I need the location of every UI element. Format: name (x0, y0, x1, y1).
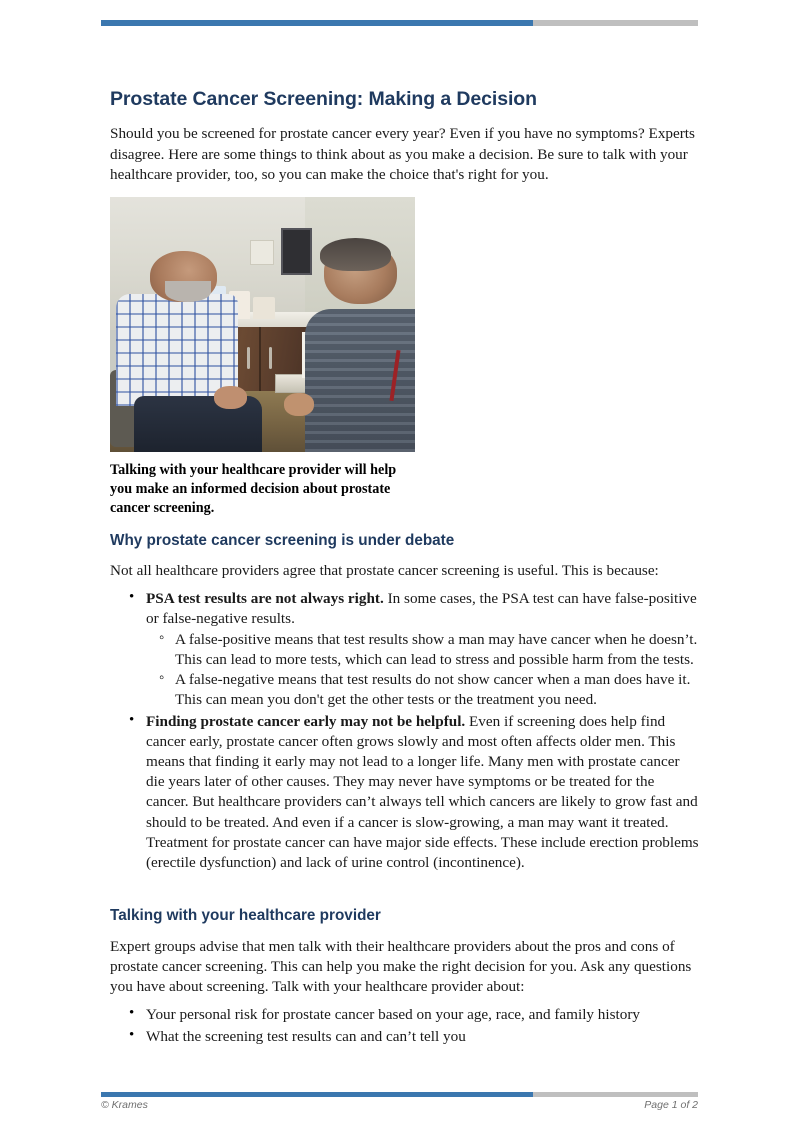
photo-cabinet-handle (269, 347, 272, 369)
photo-provider-torso (305, 309, 415, 452)
photo-picture-frame (281, 228, 312, 275)
footer (101, 1099, 698, 1111)
header-progress-rule (101, 20, 698, 26)
photo-cabinet-handle (247, 347, 250, 369)
section-intro-talking: Expert groups advise that men talk with their healthcare providers about the pros and cons of prostate cancer screening. This can help you make the right decision for you. Ask any questions you have about screening. Talk with your healthcare provider about: (110, 937, 692, 996)
list-item: • Your personal risk for prostate cancer based on your age, race, and family history (146, 1005, 700, 1025)
footer-copyright: © Krames (101, 1099, 148, 1111)
bullet-text: In some cases, the PSA test can have false-positive or false-negative results. (146, 590, 697, 628)
talking-bullet-list (110, 1005, 700, 1046)
figure-caption: Talking with your healthcare provider will help you make an informed decision about prostate cancer screening. (110, 462, 397, 516)
photo-light-switch (250, 240, 273, 265)
header-progress-rule-fill (101, 20, 533, 26)
photo-consultation (110, 197, 415, 452)
intro-paragraph: Should you be screened for prostate cancer every year? Even if you have no symptoms? Experts disagree. Here are some things to think about as you make a decision. Be sure to talk with your healthcare provider, too, so you can make the choice that's right for you. (110, 125, 695, 183)
section-intro-debate: Not all healthcare providers agree that prostate cancer screening is useful. This is because: (110, 562, 659, 580)
section-heading-talking: Talking with your healthcare provider (110, 907, 381, 925)
photo-patient-hand (214, 386, 248, 409)
list-item: ◦ A false-positive means that test results show a man may have cancer when he doesn’t. This can lead to more tests, which can lead to stress and possible harm from the tests. (175, 630, 700, 670)
document-body (110, 88, 700, 1048)
bullet-text: Even if screening does help find cancer early, prostate cancer often grows slowly and most often affects older men. This means that finding it early may not lead to a longer life. Many men with prostate cancer die years later of other causes. They may never have symptoms or be treated for the cancer. But healthcare providers can’t always tell which cancers are likely to grow fast and should to be treated. And even if a cancer is slow-growing, a man may want it treated. Treatment for prostate cancer can have major side effects. These include erection problems (erectile dysfunction) and lack of urine control (incontinence). (146, 712, 699, 872)
footer-progress-rule-fill (101, 1092, 533, 1097)
debate-sub-bullet-list (146, 630, 700, 711)
list-item (146, 712, 700, 874)
debate-bullet-list (110, 589, 700, 873)
list-item: ◦ A false-negative means that test results do not show cancer when a man does have it. This can mean you don't get the other tests or the treatment you need. (175, 670, 700, 710)
bullet-lead-in: PSA test results are not always right. (146, 590, 384, 608)
footer-page-number: Page 1 of 2 (644, 1099, 698, 1111)
photo-provider-hair (320, 238, 390, 271)
list-item: • What the screening test results can and can’t tell you (146, 1027, 700, 1047)
figure-consultation (110, 197, 415, 518)
photo-provider-hand (284, 393, 315, 416)
photo-patient-beard (165, 281, 211, 301)
list-item (146, 589, 700, 710)
section-heading-debate: Why prostate cancer screening is under debate (110, 531, 455, 549)
photo-supply-box (253, 297, 274, 320)
page-title: Prostate Cancer Screening: Making a Decision (110, 88, 537, 110)
footer-progress-rule (101, 1092, 698, 1097)
bullet-lead-in: Finding prostate cancer early may not be helpful. (146, 712, 466, 730)
